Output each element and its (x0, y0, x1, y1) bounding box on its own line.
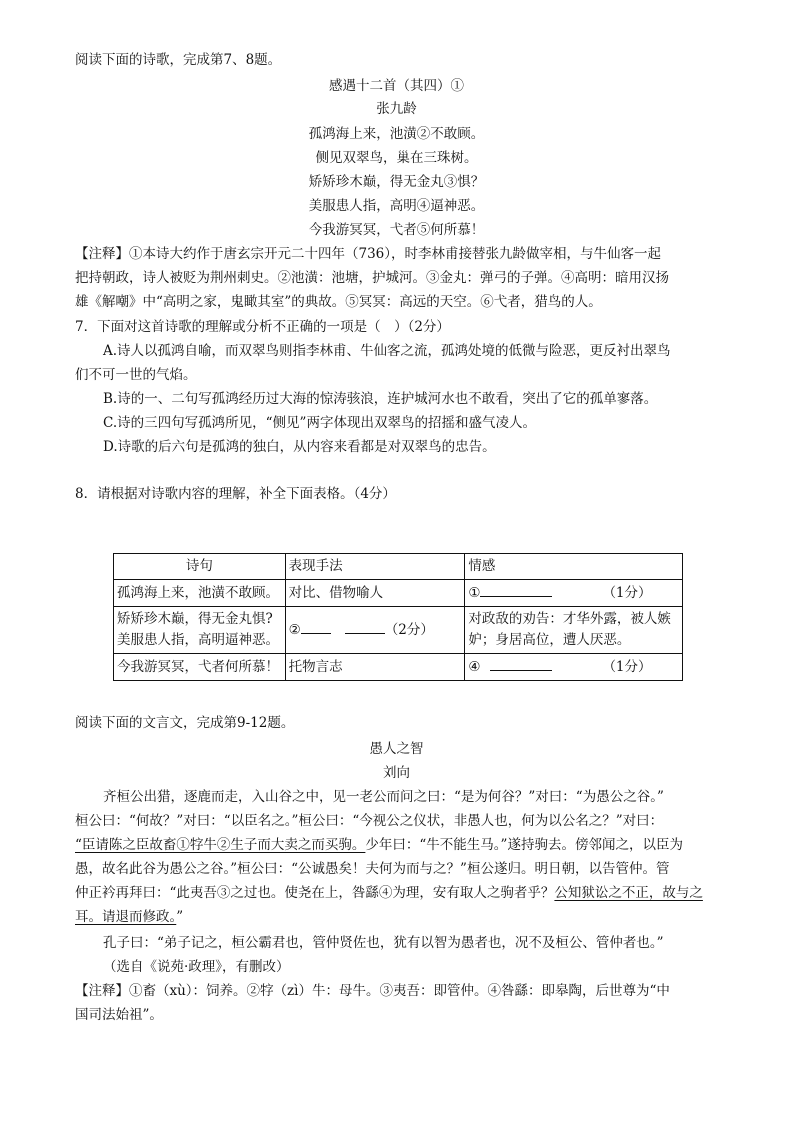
question-7-option-c: C.诗的三四句写孤鸿所见，“侧见”两字体现出双翠鸟的招摇和盛气凌人。 (103, 415, 536, 431)
underlined-sentence: “臣请陈之臣故畜①牸牛②生子而大卖之而买驹。 (75, 837, 366, 853)
answer-blank[interactable] (345, 619, 385, 634)
emotion-line: 对政敌的劝告：才华外露，被人嫉 (468, 611, 671, 627)
essay-reading-instruction: 阅读下面的文言文，完成第9-12题。 (75, 715, 295, 731)
essay-text: 仲正衿再拜曰：“此夷吾③之过也。使尧在上，咎繇④为理，安有取人之驹者乎？ (75, 885, 555, 901)
question-7-stem: 7．下面对这首诗歌的理解或分析不正确的一项是（ ）（2分） (75, 319, 450, 335)
poem-line: 孤鸿海上来，池潢②不敢顾。 (308, 126, 485, 142)
poem-note-line: 把持朝政，诗人被贬为荆州刺史。②池潢：池塘，护城河。③金丸：弹弓的子弹。④高明：暗用汉扬 (75, 270, 669, 286)
score-label: （2分） (384, 622, 434, 638)
emotion-line: 妒；身居高位，遭人厌恶。 (468, 632, 631, 648)
table-row (114, 580, 683, 607)
essay-line: 齐桓公出猎，逐鹿而走，入山谷之中，见一老公而问之曰：“是为何谷？”对曰：“为愚公之谷。” (103, 789, 664, 805)
score-label: （1分） (602, 659, 652, 675)
verse-cell (114, 607, 286, 654)
poem-reading-instruction: 阅读下面的诗歌，完成第7、8题。 (75, 52, 282, 68)
essay-note-line: 国司法始祖”。 (75, 1007, 163, 1023)
emotion-cell (465, 580, 683, 607)
question-8-stem: 8．请根据对诗歌内容的理解，补全下面表格。（4分） (75, 486, 396, 502)
poem-note-line: 【注释】①本诗大约作于唐玄宗开元二十四年（736），时李林甫接替张九龄做宰相，与牛仙客一起 (75, 246, 662, 262)
table-header-row (114, 554, 683, 580)
essay-author: 刘向 (383, 765, 410, 781)
technique-cell (285, 607, 465, 654)
essay-note-line: 【注释】①畜（xù）：饲养。②牸（zì）牛：母牛。③夷吾：即管仲。④咎繇：即皋陶，后世尊为“中 (75, 983, 670, 999)
table-header: 表现手法 (285, 554, 465, 580)
technique-cell: 托物言志 (285, 654, 465, 681)
essay-source: （选自《说苑·政理》，有删改） (103, 959, 290, 975)
answer-blank[interactable] (301, 619, 331, 634)
underlined-sentence: 耳。请退而修政。 (75, 909, 177, 925)
underlined-sentence: 公知狱讼之不正，故与之 (554, 885, 703, 901)
essay-line (75, 883, 703, 903)
question-7-option-a: A.诗人以孤鸿自喻，而双翠鸟则指李林甫、牛仙客之流，孤鸿处境的低微与险恶，更反衬出翠鸟 (103, 343, 671, 359)
answer-blank[interactable] (490, 656, 552, 671)
score-label: （1分） (602, 585, 652, 601)
essay-text: ” (176, 909, 184, 925)
essay-line: 愚，故名此谷为愚公之谷。”桓公曰：“公诚愚矣！夫何为而与之？”桓公遂归。明日朝，以告管仲。管 (75, 861, 670, 877)
table-row (114, 654, 683, 681)
poem-author: 张九龄 (376, 101, 417, 117)
poem-line: 美服患人指，高明④逼神恶。 (308, 198, 485, 214)
table-row (114, 607, 683, 654)
essay-line (75, 907, 183, 927)
emotion-cell (465, 654, 683, 681)
essay-title: 愚人之智 (369, 741, 424, 757)
poem-line: 侧见双翠鸟，巢在三珠树。 (315, 150, 478, 166)
verse-cell: 今我游冥冥，弋者何所慕！ (114, 654, 286, 681)
poem-line: 矫矫珍木巅，得无金丸③惧？ (308, 174, 485, 190)
emotion-cell (465, 607, 683, 654)
blank-marker: ① (468, 585, 481, 601)
verse-cell: 孤鸿海上来，池潢不敢顾。 (114, 580, 286, 607)
table-header: 情感 (465, 554, 683, 580)
table-header: 诗句 (114, 554, 286, 580)
blank-marker: ④ (468, 659, 481, 675)
question-7-option-a-cont: 们不可一世的气焰。 (75, 367, 197, 383)
verse-line: 美服患人指，高明逼神恶。 (117, 632, 279, 648)
essay-confucius-line: 孔子曰：“弟子记之，桓公霸君也，管仲贤佐也，犹有以智为愚者也，况不及桓公、管仲者也。” (103, 935, 664, 951)
question-7-option-b: B.诗的一、二句写孤鸿经历过大海的惊涛骇浪，连护城河水也不敢看，突出了它的孤单寥落。 (103, 391, 658, 407)
essay-line (75, 835, 683, 855)
poem-line: 今我游冥冥，弋者⑤何所慕！ (308, 222, 485, 238)
essay-text: 少年曰：“牛不能生马。”遂持驹去。傍邻闻之，以臣为 (365, 837, 683, 853)
essay-line: 桓公曰：“何故？”对曰：“以臣名之。”桓公曰：“今视公之仪状，非愚人也，何为以公名之？”对曰： (75, 813, 664, 829)
question-8-table (113, 553, 683, 681)
technique-cell: 对比、借物喻人 (285, 580, 465, 607)
blank-marker: ② (288, 622, 301, 638)
question-7-option-d: D.诗歌的后六句是孤鸿的独白，从内容来看都是对双翠鸟的忠告。 (103, 439, 496, 455)
poem-title: 感遇十二首（其四）① (329, 78, 464, 94)
poem-note-line: 雄《解嘲》中“高明之家，鬼瞰其室”的典故。⑤冥冥：高远的天空。⑥弋者，猎鸟的人。 (75, 294, 602, 310)
verse-line: 矫矫珍木巅，得无金丸惧? (117, 611, 273, 627)
answer-blank[interactable] (480, 582, 552, 597)
